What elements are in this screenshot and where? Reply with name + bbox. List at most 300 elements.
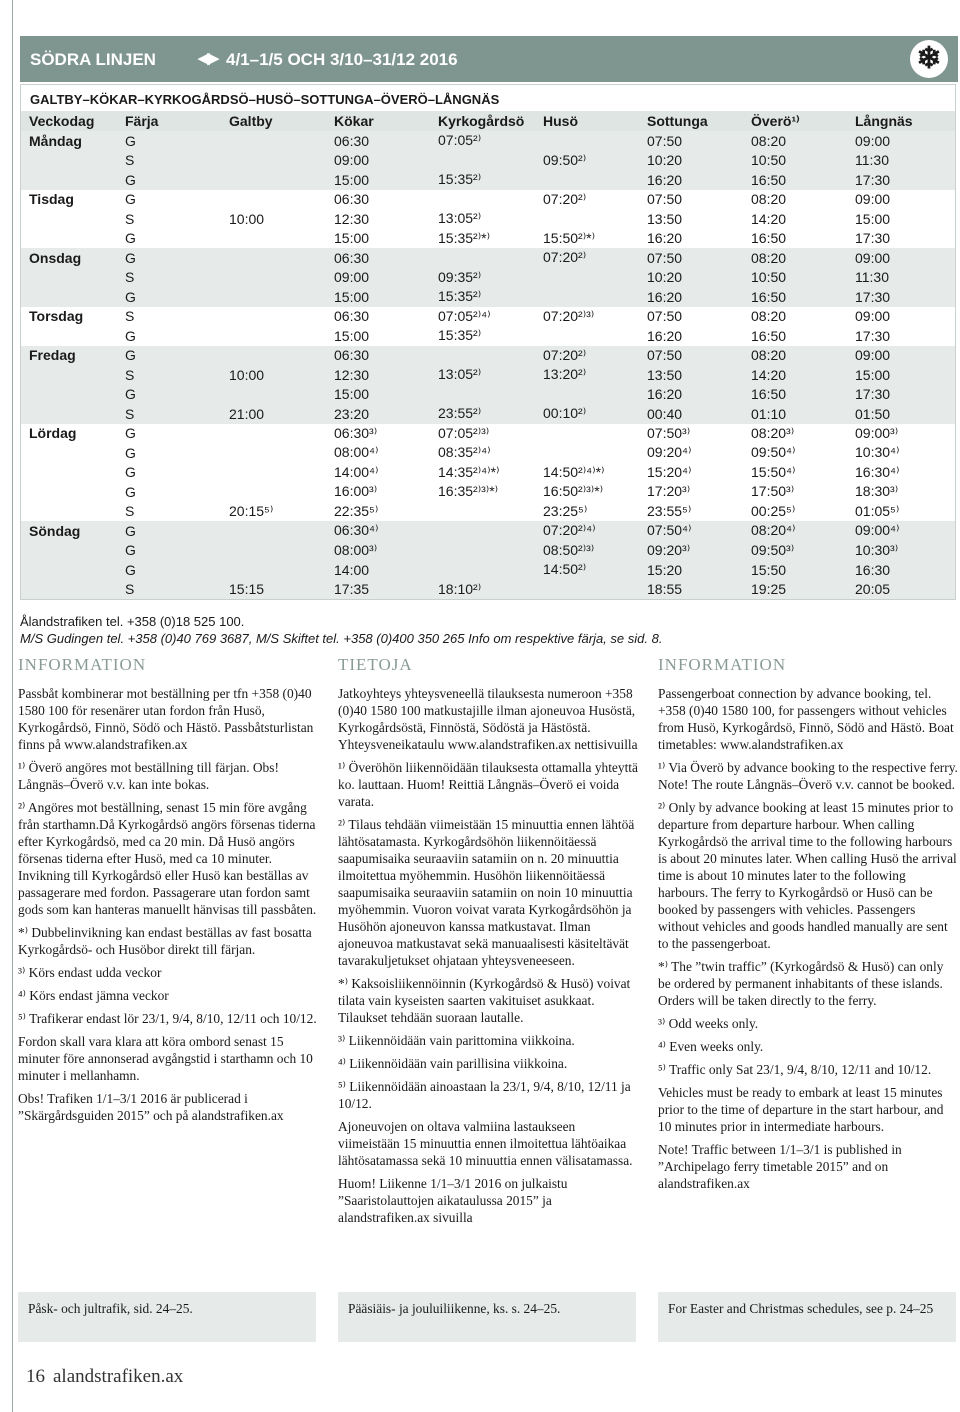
cell-ferry: G	[125, 483, 136, 500]
info-column-sv	[18, 656, 318, 1130]
info-paragraph: Huom! Liikenne 1/1–3/1 2016 on julkaistu ”Saaristolauttojen aikataulussa 2015” ja alandstrafiken.ax sivuilla	[338, 1176, 568, 1225]
cell-huso: 08:50²⁾³⁾	[535, 541, 639, 561]
cell-kyrk: 16:35²⁾³⁾*⁾	[438, 483, 499, 500]
cell-galtby	[221, 385, 326, 405]
cell-kyrk	[430, 560, 535, 580]
cell-lang: 09:00	[847, 131, 955, 151]
cell-huso: 07:20²⁾	[535, 248, 639, 268]
info-paragraph: Passbåt kombinerar mot beställning per tfn +358 (0)40 1580 100 för resenärer utan fordon från Husö, Kyrkogårdsö, Finnö, Södö och Hästö. Passbåtsturlistan finns på www.alandstrafiken.ax	[18, 686, 314, 752]
cell-overo: 01:10	[743, 404, 847, 424]
cell-ferry: G	[117, 560, 221, 580]
cell-ferry: S	[117, 580, 221, 600]
cell-kokar: 12:30	[334, 210, 370, 227]
cell-lang: 01:50	[847, 404, 955, 424]
cell-kokar: 08:00⁴⁾	[334, 444, 379, 461]
info-paragraph: ⁴⁾ Körs endast jämna veckor	[18, 988, 169, 1003]
cell-overo: 08:20	[743, 346, 847, 366]
timetable-row	[21, 404, 955, 424]
cell-huso	[535, 580, 639, 600]
page-number: 16	[26, 1366, 45, 1387]
cell-kyrk: 15:35²⁾	[438, 327, 482, 344]
cell-galtby	[221, 131, 326, 151]
cell-day	[21, 580, 117, 600]
column-header: Galtby	[221, 111, 326, 131]
cell-kyrk: 14:35²⁾⁴⁾*⁾	[438, 463, 500, 480]
info-paragraph: ¹⁾ Överöhön liikennöidään tilauksesta ottamalla yhteyttä ko. lauttaan. Huom! Reittiä Långnäs–Överö ei voida varata.	[338, 760, 638, 809]
cell-sott: 16:20	[639, 170, 743, 190]
cell-galtby	[221, 541, 326, 561]
cell-overo: 14:20	[751, 210, 787, 227]
info-paragraph: ²⁾ Tilaus tehdään viimeistään 15 minuuttia ennen lähtöä lähtösatamasta. Kyrkogårdsöhön liikennöitäessä saapumisaika seuraaviin satamiin on n. 20 minuuttia ilmoitettua myöhemmin. Husöhön liikennöitäessä saapumisaika seuraaviin satamiin on noin 10 minuuttia myöhemmin. Vuoron voivat varata Kyrkogårdsöhön ja Husöhön ajoneuvon kanssa matkustavat. Ilman ajoneuvoa matkustavat sekä manuaalisesti käsiteltävät tavarakuljetukset ohjataan yhteysveneeseen.	[338, 817, 635, 968]
cell-lang: 15:00	[855, 210, 891, 227]
cell-sott: 17:20³⁾	[647, 483, 691, 500]
cell-huso: 00:10²⁾	[535, 404, 639, 424]
cell-lang: 09:00	[855, 308, 891, 325]
cell-lang: 11:30	[847, 268, 955, 288]
timetable-body	[21, 131, 955, 599]
cell-sott: 23:55⁵⁾	[647, 502, 692, 519]
cell-overo: 15:50⁴⁾	[751, 463, 796, 480]
cell-huso	[535, 131, 639, 151]
info-paragraph: ¹⁾ Via Överö by advance booking to the respective ferry. Note! The route Långnäs–Överö v.v. cannot be booked.	[658, 760, 958, 792]
route-title: GALTBY–KÖKAR–KYRKOGÅRDSÖ–HUSÖ–SOTTUNGA–ÖVERÖ–LÅNGNÄS	[30, 92, 500, 107]
cell-galtby	[221, 424, 326, 444]
info-column-fi	[338, 656, 638, 1232]
cell-ferry: G	[117, 248, 221, 268]
timetable-row	[21, 521, 955, 541]
cell-kyrk: 18:10²⁾	[430, 580, 535, 600]
info-paragraph: Ajoneuvojen on oltava valmiina lastaukseen viimeistään 15 minuuttia ennen ilmoitettua lähtöaikaa lähtösatamassa sekä 10 minuuttia ennen välisatamassa.	[338, 1119, 633, 1168]
cell-lang: 09:00	[855, 191, 891, 208]
cell-lang: 10:30⁴⁾	[855, 444, 900, 461]
cell-sott: 13:50	[639, 365, 743, 385]
timetable-row	[21, 170, 955, 190]
timetable-header	[21, 111, 955, 131]
schedule-note-sv-text: Påsk- och jultrafik, sid. 24–25.	[28, 1301, 193, 1316]
cell-day: Lördag	[29, 425, 77, 442]
cell-overo: 19:25	[743, 580, 847, 600]
cell-day	[21, 365, 117, 385]
cell-overo: 09:50³⁾	[743, 541, 847, 561]
cell-day	[21, 502, 117, 522]
cell-huso: 07:20²⁾	[543, 190, 587, 207]
cell-sott: 18:55	[639, 580, 743, 600]
cell-lang: 09:00	[847, 346, 955, 366]
cell-sott: 00:40	[639, 404, 743, 424]
timetable-row	[21, 209, 955, 229]
info-paragraph: ⁵⁾ Liikennöidään ainoastaan la 23/1, 9/4, 8/10, 12/11 ja 10/12.	[338, 1079, 631, 1111]
info-paragraph: ⁵⁾ Trafikerar endast lör 23/1, 9/4, 8/10, 12/11 och 10/12.	[18, 1011, 317, 1026]
cell-sott: 07:50	[639, 248, 743, 268]
cell-ferry: S	[117, 404, 221, 424]
info-paragraph: Jatkoyhteys yhteysveneellä tilauksesta numeroon +358 (0)40 1580 100 matkustajille ilman ajoneuvoa Husöstä, Kyrkogårdsöstä, Finnöstä, Södöstä ja Hästöstä. Yhteysveneikataulu www.alandstrafiken.ax nettisivuilla	[338, 686, 638, 752]
cell-huso: 09:50²⁾	[535, 151, 639, 171]
cell-overo: 15:50	[743, 560, 847, 580]
cell-kokar: 15:00	[326, 287, 430, 307]
cell-huso	[535, 326, 639, 346]
cell-ferry: G	[125, 191, 136, 208]
cell-kokar: 06:30	[326, 346, 430, 366]
column-header: Sottunga	[639, 111, 743, 131]
cell-kokar: 23:20	[326, 404, 430, 424]
timetable-row	[21, 463, 955, 483]
timetable-row	[21, 424, 955, 444]
cell-lang: 17:30	[855, 327, 891, 344]
cell-kokar: 08:00³⁾	[326, 541, 430, 561]
contact-line-2: M/S Gudingen tel. +358 (0)40 769 3687, M/S Skiftet tel. +358 (0)400 350 265 Info om respektive färja, se sid. 8.	[20, 631, 663, 646]
info-heading-fi: TIETOJA	[338, 655, 413, 674]
timetable-row	[21, 541, 955, 561]
info-paragraph: Note! Traffic between 1/1–3/1 is published in ”Archipelago ferry timetable 2015” and on alandstrafiken.ax	[658, 1142, 902, 1191]
cell-sott: 09:20⁴⁾	[647, 444, 692, 461]
cell-lang: 17:30	[847, 170, 955, 190]
cell-huso	[535, 443, 639, 463]
cell-huso: 07:20²⁾⁴⁾	[535, 521, 639, 541]
cell-galtby	[221, 190, 326, 210]
info-heading-sv: INFORMATION	[18, 655, 147, 674]
cell-ferry: G	[117, 385, 221, 405]
cell-ferry: G	[125, 327, 136, 344]
cell-kokar: 14:00⁴⁾	[334, 463, 379, 480]
cell-day	[21, 151, 117, 171]
timetable-row	[21, 268, 955, 288]
cell-day: Onsdag	[21, 248, 117, 268]
cell-day: Måndag	[21, 131, 117, 151]
cell-day	[21, 170, 117, 190]
cell-overo: 16:50	[751, 230, 787, 247]
cell-sott: 07:50	[639, 131, 743, 151]
timetable-row	[21, 131, 955, 151]
cell-ferry: G	[117, 170, 221, 190]
cell-day	[21, 443, 117, 463]
page-footer	[26, 1366, 183, 1388]
cell-day	[21, 404, 117, 424]
cell-kokar: 15:00	[334, 327, 370, 344]
cell-kokar: 14:00	[326, 560, 430, 580]
cell-kyrk	[430, 190, 535, 210]
cell-overo: 08:20³⁾	[751, 424, 795, 441]
cell-lang: 18:30³⁾	[855, 483, 899, 500]
cell-ferry: S	[117, 151, 221, 171]
cell-day: Söndag	[21, 521, 117, 541]
cell-galtby	[221, 463, 326, 483]
cell-huso: 14:50²⁾	[535, 560, 639, 580]
info-paragraph: *⁾ Dubbelinvikning kan endast beställas av fast bosatta Kyrkogårdsö- och Husöbor direkt till färjan.	[18, 925, 312, 957]
cell-galtby: 20:15⁵⁾	[229, 502, 274, 519]
contact-info	[20, 613, 662, 647]
info-paragraph: Obs! Trafiken 1/1–3/1 2016 är publicerad i ”Skärgårdsguiden 2015” och på alandstrafiken.ax	[18, 1091, 284, 1123]
cell-galtby: 15:15	[221, 580, 326, 600]
cell-day	[21, 385, 117, 405]
cell-ferry: S	[125, 210, 135, 227]
info-paragraph: Fordon skall vara klara att köra ombord senast 15 minuter före annonserad avgångstid i starthamn och 10 minuter i mellanhamn.	[18, 1034, 313, 1083]
cell-lang: 17:30	[855, 230, 891, 247]
cell-huso: 14:50²⁾⁴⁾*⁾	[543, 463, 605, 480]
column-header: Kyrkogårdsö	[430, 111, 535, 131]
cell-sott: 10:20	[639, 151, 743, 171]
cell-kokar: 09:00	[326, 268, 430, 288]
cell-galtby	[221, 268, 326, 288]
cell-kyrk	[430, 521, 535, 541]
cell-overo: 08:20	[751, 308, 787, 325]
cell-kokar: 09:00	[326, 151, 430, 171]
timetable-row	[21, 443, 955, 463]
cell-huso	[535, 385, 639, 405]
cell-overo: 16:50	[743, 170, 847, 190]
info-paragraph: ²⁾ Angöres mot beställning, senast 15 min före avgång från starthamn.Då Kyrkogårdsö angörs försenas tiderna efter Kyrkogårdsö, med ca 20 min. Då Husö angörs försenas tiderna efter Husö, med ca 10 minuter. Invikning till Kyrkogårdsö eller Husö kan beställas av passagerare med fordon. Passagerare utan fordon samt gods som kan hanteras manuellt hänvisas till passbåten.	[18, 800, 317, 917]
column-header: Husö	[535, 111, 639, 131]
info-paragraph: ⁴⁾ Even weeks only.	[658, 1039, 764, 1054]
cell-day	[21, 560, 117, 580]
column-header: Veckodag	[21, 111, 117, 131]
cell-day	[21, 463, 117, 483]
cell-ferry: S	[117, 268, 221, 288]
timetable-row	[21, 307, 955, 327]
cell-ferry: G	[117, 287, 221, 307]
cell-huso: 13:20²⁾	[535, 365, 639, 385]
cell-ferry: S	[125, 308, 135, 325]
cell-ferry: G	[117, 346, 221, 366]
column-header: Kökar	[326, 111, 430, 131]
cell-kyrk	[430, 541, 535, 561]
info-paragraph: *⁾ Kaksoisliikennöinnin (Kyrkogårdsö & Husö) voivat tilata vain kyseisten saarten vakituiset asukkaat. Tilaukset tehdään suoraan lautalle.	[338, 976, 631, 1025]
cell-kyrk	[430, 346, 535, 366]
cell-lang: 09:00⁴⁾	[847, 521, 955, 541]
cell-overo: 08:20	[751, 191, 787, 208]
cell-kyrk: 15:35²⁾*⁾	[438, 229, 491, 246]
timetable-row	[21, 482, 955, 502]
timetable-row	[21, 229, 955, 249]
cell-galtby	[221, 521, 326, 541]
cell-ferry: G	[125, 230, 136, 247]
cell-huso: 15:50²⁾*⁾	[543, 229, 596, 246]
cell-kokar: 15:00	[326, 385, 430, 405]
cell-lang: 17:30	[847, 385, 955, 405]
cell-sott: 16:20	[647, 230, 683, 247]
cell-day: Fredag	[21, 346, 117, 366]
schedule-note-fi	[338, 1292, 636, 1342]
cell-huso	[535, 287, 639, 307]
info-paragraph: ²⁾ Only by advance booking at least 15 minutes prior to departure from departure harbour. When calling Kyrkogårdsö the arrival time to the following harbours is about 20 minutes later. When calling Husö the arrival time is about 10 minutes later to the following harbours. The ferry to Kyrkogårdsö or Husö can be booked by passengers with vehicles. Passengers without vehicles and goods handled manually are sent to the passengerboat.	[658, 800, 957, 951]
cell-galtby	[221, 560, 326, 580]
cell-day	[21, 326, 117, 346]
info-paragraph: ⁵⁾ Traffic only Sat 23/1, 9/4, 8/10, 12/11 and 10/12.	[658, 1062, 932, 1077]
direction-arrows-icon: ◀▶	[198, 50, 218, 67]
period: 4/1–1/5 OCH 3/10–31/12 2016	[226, 50, 458, 69]
timetable-row	[21, 248, 955, 268]
cell-kyrk	[430, 248, 535, 268]
cell-galtby	[221, 307, 326, 327]
timetable-row	[21, 346, 955, 366]
cell-kokar: 06:30	[326, 131, 430, 151]
cell-sott: 07:50³⁾	[647, 424, 691, 441]
cell-overo: 08:20	[743, 131, 847, 151]
cell-overo: 08:20	[743, 248, 847, 268]
cell-day	[21, 287, 117, 307]
cell-lang: 15:00	[847, 365, 955, 385]
cell-ferry: S	[125, 503, 135, 520]
cell-kokar: 06:30	[326, 248, 430, 268]
cell-ferry: G	[125, 464, 136, 481]
cell-galtby	[221, 482, 326, 502]
cell-galtby	[221, 326, 326, 346]
cell-sott: 10:20	[639, 268, 743, 288]
cell-kyrk: 07:05²⁾	[430, 131, 535, 151]
column-header: Färja	[117, 111, 221, 131]
cell-sott: 07:50	[647, 308, 683, 325]
schedule-note-en-text: For Easter and Christmas schedules, see p. 24–25	[668, 1301, 934, 1316]
cell-lang: 20:05	[847, 580, 955, 600]
cell-overo: 00:25⁵⁾	[751, 502, 796, 519]
column-header: Långnäs	[847, 111, 955, 131]
cell-kyrk: 23:55²⁾	[430, 404, 535, 424]
cell-overo: 14:20	[743, 365, 847, 385]
cell-kyrk	[430, 151, 535, 171]
cell-lang: 16:30	[847, 560, 955, 580]
cell-sott: 09:20³⁾	[639, 541, 743, 561]
cell-huso	[535, 170, 639, 190]
cell-kyrk: 07:05²⁾⁴⁾	[438, 307, 491, 324]
info-paragraph: *⁾ The ”twin traffic” (Kyrkogårdsö & Husö) can only be ordered by permanent inhabitants of these islands. Orders will be taken directly to the ferry.	[658, 959, 944, 1008]
cell-sott: 16:20	[647, 327, 683, 344]
cell-overo: 10:50	[743, 268, 847, 288]
cell-galtby	[221, 443, 326, 463]
cell-kokar: 06:30	[334, 308, 370, 325]
cell-overo: 10:50	[743, 151, 847, 171]
cell-kyrk: 13:05²⁾	[438, 210, 482, 227]
info-paragraph: Passengerboat connection by advance booking, tel. +358 (0)40 1580 100, for passengers without vehicles from Husö, Kyrkogårdsö, Finnö, Södö and Hästö. Boat timetables: www.alandstrafiken.ax	[658, 686, 954, 752]
timetable-row	[21, 190, 955, 210]
cell-sott: 13:50	[647, 210, 683, 227]
timetable-row	[21, 580, 955, 600]
cell-huso	[535, 268, 639, 288]
cell-day	[21, 229, 117, 249]
timetable-row	[21, 365, 955, 385]
cell-sott: 07:50	[639, 346, 743, 366]
info-column-en	[658, 656, 958, 1198]
info-paragraph: ³⁾ Körs endast udda veckor	[18, 965, 162, 980]
cell-overo: 16:50	[751, 327, 787, 344]
cell-ferry: G	[117, 131, 221, 151]
timetable-row	[21, 560, 955, 580]
cell-ferry: G	[117, 521, 221, 541]
cell-galtby: 10:00	[221, 365, 326, 385]
cell-kokar: 06:30³⁾	[334, 424, 378, 441]
cell-huso	[535, 424, 639, 444]
cell-galtby: 10:00	[229, 210, 265, 227]
cell-kokar: 06:30	[334, 191, 370, 208]
cell-galtby	[221, 287, 326, 307]
cell-overo: 17:50³⁾	[751, 483, 795, 500]
cell-kyrk: 15:35²⁾	[430, 287, 535, 307]
timetable-row	[21, 326, 955, 346]
cell-kokar: 12:30	[326, 365, 430, 385]
cell-kyrk	[430, 385, 535, 405]
site-name: alandstrafiken.ax	[53, 1366, 184, 1387]
cell-kokar: 15:00	[334, 230, 370, 247]
cell-galtby: 21:00	[221, 404, 326, 424]
timetable	[21, 111, 955, 599]
cell-day: Tisdag	[29, 191, 74, 208]
timetable-row	[21, 385, 955, 405]
cell-kokar: 17:35	[326, 580, 430, 600]
cell-lang: 09:00³⁾	[855, 424, 899, 441]
cell-sott: 07:50⁴⁾	[639, 521, 743, 541]
cell-ferry: G	[125, 425, 136, 442]
cell-sott: 16:20	[639, 287, 743, 307]
cell-sott: 07:50	[647, 191, 683, 208]
cell-overo: 16:50	[743, 385, 847, 405]
timetable-row	[21, 151, 955, 171]
info-paragraph: ³⁾ Odd weeks only.	[658, 1016, 759, 1031]
cell-kyrk: 08:35²⁾⁴⁾	[438, 444, 491, 461]
cell-kokar: 15:00	[326, 170, 430, 190]
cell-lang: 11:30	[847, 151, 955, 171]
info-paragraph: ³⁾ Liikennöidään vain parittomina viikkoina.	[338, 1033, 575, 1048]
cell-lang: 16:30⁴⁾	[855, 463, 900, 480]
cell-lang: 17:30	[847, 287, 955, 307]
cell-galtby	[221, 229, 326, 249]
cell-sott: 15:20⁴⁾	[647, 463, 692, 480]
info-paragraph: Vehicles must be ready to embark at least 15 minutes prior to the time of departure in the start harbour, and 10 minutes prior in intermediate harbours.	[658, 1085, 944, 1134]
info-paragraph: ¹⁾ Överö angöres mot beställning till färjan. Obs! Långnäs–Överö v.v. kan inte bokas.	[18, 760, 279, 792]
cell-day: Torsdag	[29, 308, 84, 325]
page-left-rule	[12, 0, 13, 1412]
line-banner	[20, 36, 958, 82]
cell-kyrk	[430, 502, 535, 522]
cell-ferry: G	[117, 541, 221, 561]
cell-sott: 16:20	[639, 385, 743, 405]
cell-huso: 07:20²⁾	[535, 346, 639, 366]
cell-day	[21, 268, 117, 288]
cell-huso: 07:20²⁾³⁾	[543, 307, 595, 324]
schedule-note-en	[658, 1292, 956, 1342]
info-heading-en: INFORMATION	[658, 655, 787, 674]
cell-day	[21, 482, 117, 502]
column-header: Överö¹⁾	[743, 111, 847, 131]
cell-overo: 16:50	[743, 287, 847, 307]
cell-sott: 15:20	[639, 560, 743, 580]
cell-huso: 16:50²⁾³⁾*⁾	[543, 483, 604, 500]
cell-kyrk: 09:35²⁾	[430, 268, 535, 288]
cell-overo: 08:20⁴⁾	[743, 521, 847, 541]
cell-day	[21, 209, 117, 229]
cell-ferry: G	[125, 444, 136, 461]
timetable-row	[21, 287, 955, 307]
cell-huso	[535, 209, 639, 229]
timetable-row	[21, 502, 955, 522]
cell-kyrk: 13:05²⁾	[430, 365, 535, 385]
cell-day	[21, 541, 117, 561]
cell-lang: 01:05⁵⁾	[855, 502, 900, 519]
cell-lang: 09:00	[847, 248, 955, 268]
cell-huso: 23:25⁵⁾	[543, 502, 588, 519]
cell-overo: 09:50⁴⁾	[751, 444, 796, 461]
schedule-note-fi-text: Pääsiäis- ja jouluiliikenne, ks. s. 24–25.	[348, 1301, 561, 1316]
cell-kokar: 22:35⁵⁾	[334, 502, 379, 519]
cell-lang: 10:30³⁾	[847, 541, 955, 561]
cell-galtby	[221, 248, 326, 268]
cell-galtby	[221, 346, 326, 366]
cell-kyrk: 07:05²⁾³⁾	[438, 424, 490, 441]
cell-galtby	[221, 151, 326, 171]
cell-ferry: S	[117, 365, 221, 385]
info-paragraph: ⁴⁾ Liikennöidään vain parillisina viikkoina.	[338, 1056, 568, 1071]
contact-line-1: Ålandstrafiken tel. +358 (0)18 525 100.	[20, 614, 245, 629]
line-name: SÖDRA LINJEN	[30, 50, 156, 69]
schedule-note-sv	[18, 1292, 316, 1342]
cell-kokar: 16:00³⁾	[334, 483, 378, 500]
